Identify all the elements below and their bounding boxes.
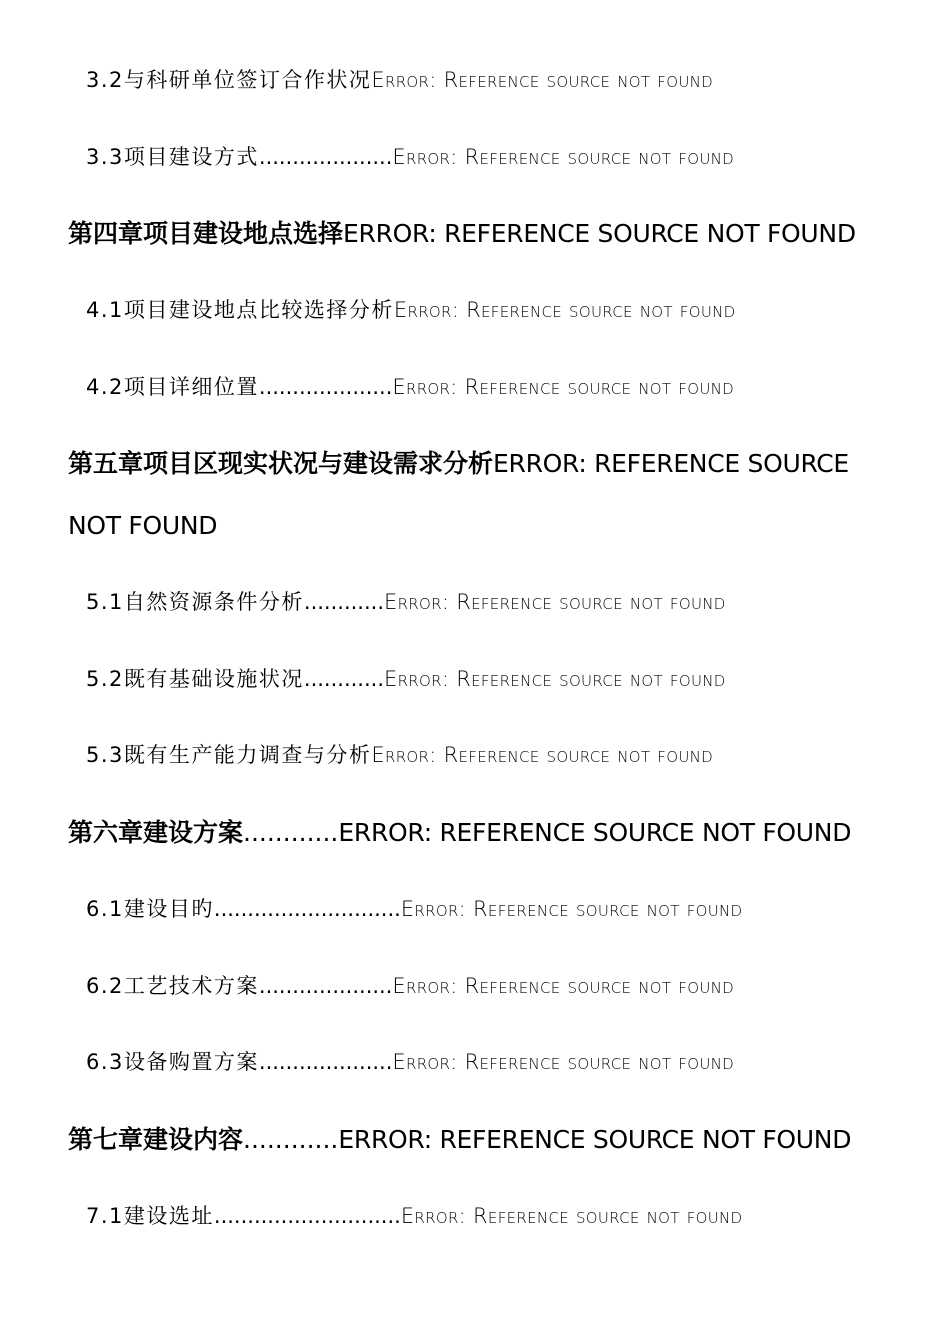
toc-leader-dots: ....................: [258, 1050, 393, 1074]
toc-chapter-title: 第五章项目区现实状况与建设需求分析: [68, 449, 494, 478]
toc-leader-dots: ............: [243, 1125, 339, 1154]
toc-entry-title: 3.3项目建设方式: [86, 145, 259, 169]
toc-page-ref-error: Error: Reference source not found: [384, 667, 726, 691]
toc-chapter-title: 第六章建设方案: [68, 818, 244, 847]
toc-entry-7-1[interactable]: [86, 1206, 742, 1227]
toc-entry-title: 6.1建设目旳: [86, 897, 214, 921]
toc-page-ref-error: Error: Reference source not found: [392, 375, 734, 399]
toc-leader-dots: ....................: [258, 145, 393, 169]
toc-entry-6-2[interactable]: [86, 976, 734, 997]
toc-leader-dots: ............: [303, 590, 385, 614]
toc-entry-title: 6.2工艺技术方案: [86, 974, 259, 998]
toc-page-ref-error: Error: Reference source not found: [392, 145, 734, 169]
toc-leader-dots: ............................: [213, 1204, 401, 1228]
toc-entry-4-2[interactable]: [86, 377, 734, 398]
toc-entry-title: 4.1项目建设地点比较选择分析: [86, 298, 394, 322]
toc-page-ref-error: ERROR: REFERENCE SOURCE NOT FOUND: [338, 1125, 852, 1154]
toc-entry-4-1[interactable]: [86, 300, 735, 321]
toc-chapter-title: 第四章项目建设地点选择: [68, 219, 344, 248]
toc-entry-3-2[interactable]: [86, 70, 713, 91]
toc-page-ref-error: Error: Reference source not found: [371, 68, 713, 92]
toc-entry-6-1[interactable]: [86, 899, 742, 920]
toc-page-ref-error: ERROR: REFERENCE SOURCE NOT FOUND: [338, 818, 852, 847]
toc-entry-title: 7.1建设选址: [86, 1204, 214, 1228]
toc-page-ref-error: Error: Reference source not found: [384, 590, 726, 614]
toc-leader-dots: ............: [303, 667, 385, 691]
toc-page-ref-error: Error: Reference source not found: [400, 897, 743, 921]
toc-entry-title: 5.2既有基础设施状况: [86, 667, 304, 691]
toc-page-ref-error: Error: Reference source not found: [392, 974, 734, 998]
toc-entry-6-3[interactable]: [86, 1052, 734, 1073]
toc-leader-dots: ....................: [258, 375, 393, 399]
toc-entry-title: 5.3既有生产能力调查与分析: [86, 743, 372, 767]
toc-entry-title: 6.3设备购置方案: [86, 1050, 259, 1074]
toc-entry-title: 4.2项目详细位置: [86, 375, 259, 399]
toc-entry-5-2[interactable]: [86, 669, 726, 690]
toc-page-ref-error: ERROR: REFERENCE SOURCE NOT FOUND: [343, 219, 856, 248]
toc-leader-dots: ....................: [258, 974, 393, 998]
toc-chapter-7[interactable]: [68, 1127, 851, 1152]
toc-entry-title: 3.2与科研单位签订合作状况: [86, 68, 372, 92]
toc-leader-dots: ............................: [213, 897, 401, 921]
toc-entry-5-1[interactable]: [86, 592, 726, 613]
toc-page-ref-error: Error: Reference source not found: [371, 743, 713, 767]
toc-page-ref-error: Error: Reference source not found: [392, 1050, 734, 1074]
toc-chapter-5[interactable]: [68, 433, 868, 557]
toc-entry-5-3[interactable]: [86, 745, 713, 766]
toc-chapter-title: 第七章建设内容: [68, 1125, 244, 1154]
toc-page-ref-error: ERROR: REFERENCE SOURCE NOT FOUND: [68, 449, 849, 540]
toc-entry-title: 5.1自然资源条件分析: [86, 590, 304, 614]
toc-chapter-4[interactable]: [68, 221, 856, 246]
toc-leader-dots: ............: [243, 818, 339, 847]
toc-page-ref-error: Error: Reference source not found: [400, 1204, 743, 1228]
toc-chapter-6[interactable]: [68, 820, 851, 845]
toc-entry-3-3[interactable]: [86, 147, 734, 168]
toc-page-ref-error: Error: Reference source not found: [393, 298, 736, 322]
